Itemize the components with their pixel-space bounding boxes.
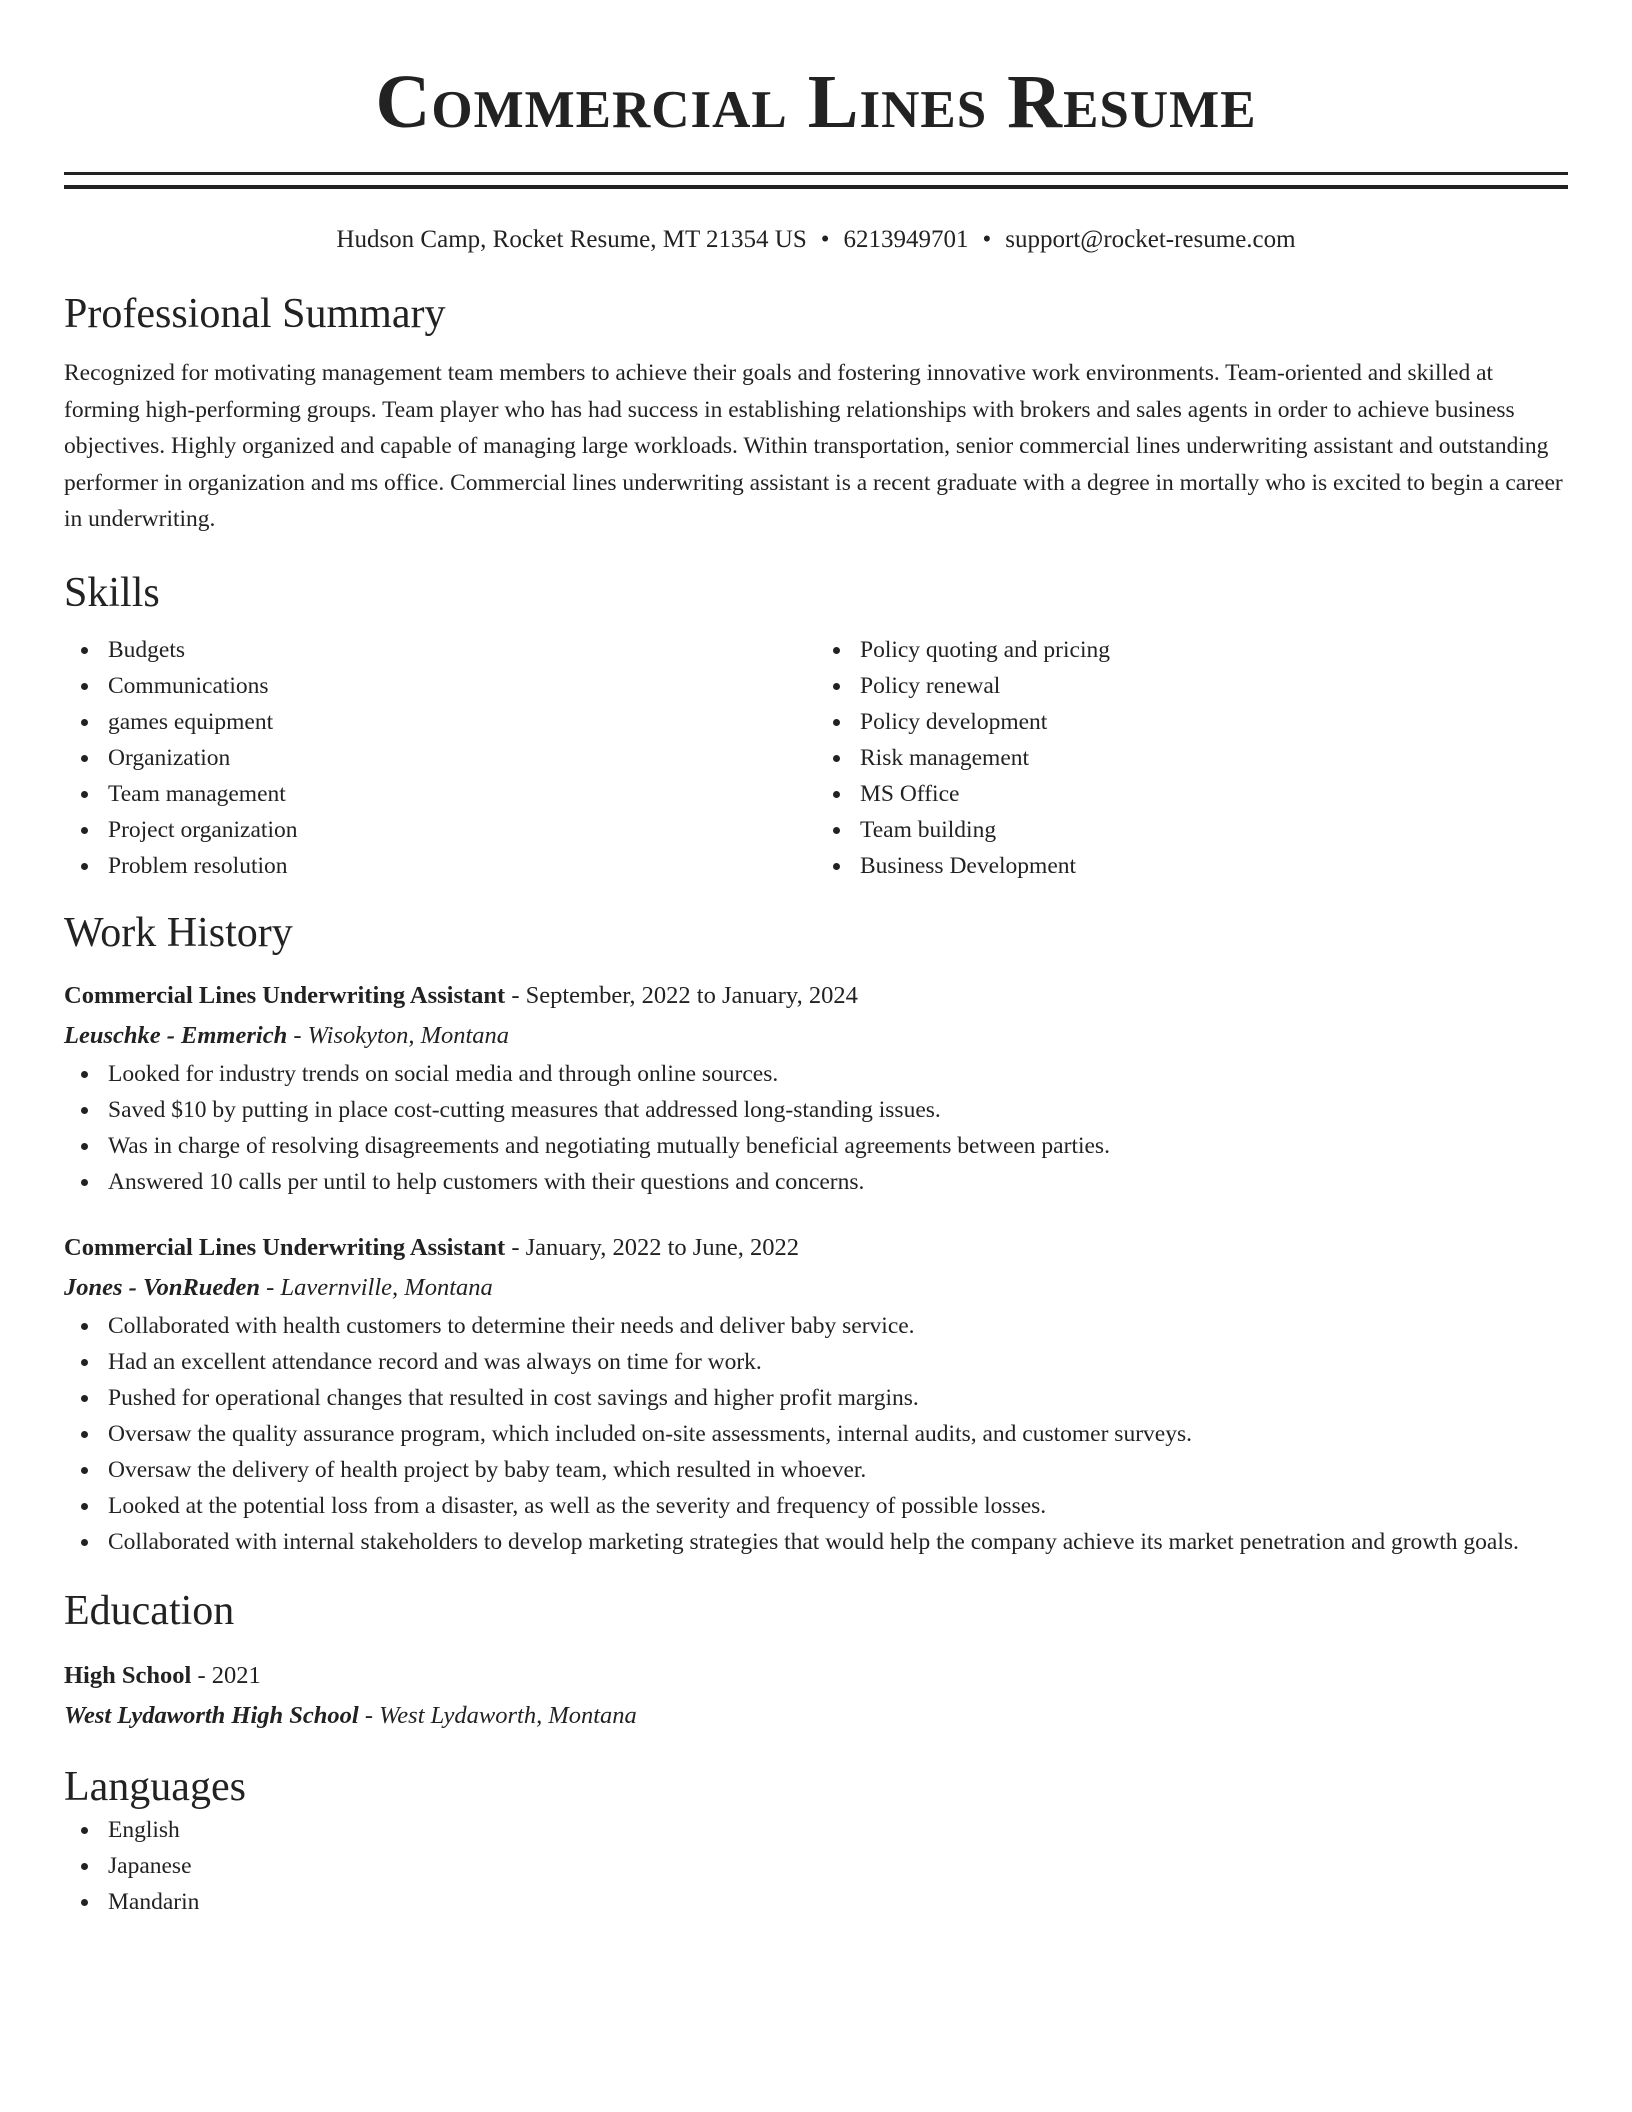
resume-title: Commercial Lines Resume	[375, 60, 1257, 144]
header-divider	[64, 172, 1568, 189]
job-bullets	[64, 1308, 1568, 1560]
job-header	[64, 976, 1568, 1016]
summary-paragraph: Recognized for motivating management team members to achieve their goals and fostering innovative work environments. Team-oriented and skilled at forming high-performing groups. Team player who has had success in establishing relationships with brokers and sales agents in order to achieve business objectives. Highly organized and capable of managing large workloads. Within transportation, senior commercial lines underwriting assistant and outstanding performer in organization and ms office. Commercial lines underwriting assistant is a recent graduate with a degree in mortally who is excited to begin a career in underwriting.	[64, 360, 1563, 532]
skill-item: Project organization	[64, 812, 816, 848]
skill-item: Organization	[64, 740, 816, 776]
contact-line	[64, 223, 1568, 257]
job-bullet: Collaborated with internal stakeholders to develop marketing strategies that would help the company achieve its market penetration and growth goals.	[64, 1524, 1568, 1560]
skill-item: Risk management	[816, 740, 1568, 776]
languages-section	[64, 1762, 1568, 1920]
job-bullet: Collaborated with health customers to determine their needs and deliver baby service.	[64, 1308, 1568, 1344]
job-bullet: Looked for industry trends on social media and through online sources.	[64, 1056, 1568, 1092]
job-employer	[64, 1016, 1568, 1056]
job-location: - Lavernville, Montana	[260, 1273, 493, 1301]
job-location: - Wisokyton, Montana	[287, 1021, 510, 1049]
skill-item: Team building	[816, 812, 1568, 848]
language-item: English	[64, 1812, 1568, 1848]
job-bullet: Was in charge of resolving disagreements and negotiating mutually beneficial agreements between parties.	[64, 1128, 1568, 1164]
education-entry	[64, 1656, 1568, 1736]
section-heading-education: Education	[64, 1587, 235, 1634]
job-bullet: Had an excellent attendance record and was always on time for work.	[64, 1344, 1568, 1380]
education-year: - 2021	[191, 1661, 261, 1689]
education-section	[64, 1586, 1568, 1736]
language-item: Mandarin	[64, 1884, 1568, 1920]
job-bullets	[64, 1056, 1568, 1200]
job-dates: - September, 2022 to January, 2024	[505, 981, 858, 1009]
contact-phone: 6213949701	[843, 226, 969, 253]
skill-item: games equipment	[64, 704, 816, 740]
skills-columns	[64, 632, 1568, 884]
job-dates: - January, 2022 to June, 2022	[505, 1233, 799, 1261]
education-header	[64, 1656, 1568, 1696]
summary-section	[64, 289, 1568, 538]
skill-item: Policy renewal	[816, 668, 1568, 704]
job-bullet: Looked at the potential loss from a disaster, as well as the severity and frequency of possible losses.	[64, 1488, 1568, 1524]
skills-list-left	[64, 632, 816, 884]
skill-item: Problem resolution	[64, 848, 816, 884]
skill-item: Communications	[64, 668, 816, 704]
job-bullet: Answered 10 calls per until to help customers with their questions and concerns.	[64, 1164, 1568, 1200]
job-employer	[64, 1268, 1568, 1308]
education-institution	[64, 1696, 1568, 1736]
job-bullet: Saved $10 by putting in place cost-cutting measures that addressed long-standing issues.	[64, 1092, 1568, 1128]
languages-list	[64, 1812, 1568, 1920]
job-company: Leuschke - Emmerich	[64, 1021, 288, 1049]
job-bullet: Oversaw the delivery of health project by baby team, which resulted in whoever.	[64, 1452, 1568, 1488]
education-degree: High School	[64, 1661, 192, 1689]
education-school: West Lydaworth High School	[64, 1701, 359, 1729]
job-header	[64, 1228, 1568, 1268]
job-role: Commercial Lines Underwriting Assistant	[64, 1233, 506, 1261]
section-heading-skills: Skills	[64, 569, 160, 616]
skill-item: Policy development	[816, 704, 1568, 740]
skill-item: Policy quoting and pricing	[816, 632, 1568, 668]
job-entry	[64, 1228, 1568, 1560]
job-bullet: Oversaw the quality assurance program, which included on-site assessments, internal audits, and customer surveys.	[64, 1416, 1568, 1452]
skill-item: Budgets	[64, 632, 816, 668]
skill-item: MS Office	[816, 776, 1568, 812]
job-bullet: Pushed for operational changes that resulted in cost savings and higher profit margins.	[64, 1380, 1568, 1416]
job-role: Commercial Lines Underwriting Assistant	[64, 981, 506, 1009]
section-heading-languages: Languages	[64, 1763, 246, 1810]
skill-item: Team management	[64, 776, 816, 812]
skills-section	[64, 568, 1568, 884]
skill-item: Business Development	[816, 848, 1568, 884]
contact-email: support@rocket-resume.com	[1005, 226, 1296, 253]
work-section	[64, 908, 1568, 1560]
contact-separator: •	[820, 226, 830, 253]
contact-separator: •	[982, 226, 992, 253]
education-location: - West Lydaworth, Montana	[358, 1701, 637, 1729]
contact-address: Hudson Camp, Rocket Resume, MT 21354 US	[336, 226, 807, 253]
section-heading-summary: Professional Summary	[64, 291, 446, 337]
skills-column-right	[816, 632, 1568, 884]
language-item: Japanese	[64, 1848, 1568, 1884]
job-company: Jones - VonRueden	[64, 1273, 261, 1301]
skills-list-right	[816, 632, 1568, 884]
section-heading-work: Work History	[64, 909, 293, 956]
job-entry	[64, 976, 1568, 1200]
skills-column-left	[64, 632, 816, 884]
